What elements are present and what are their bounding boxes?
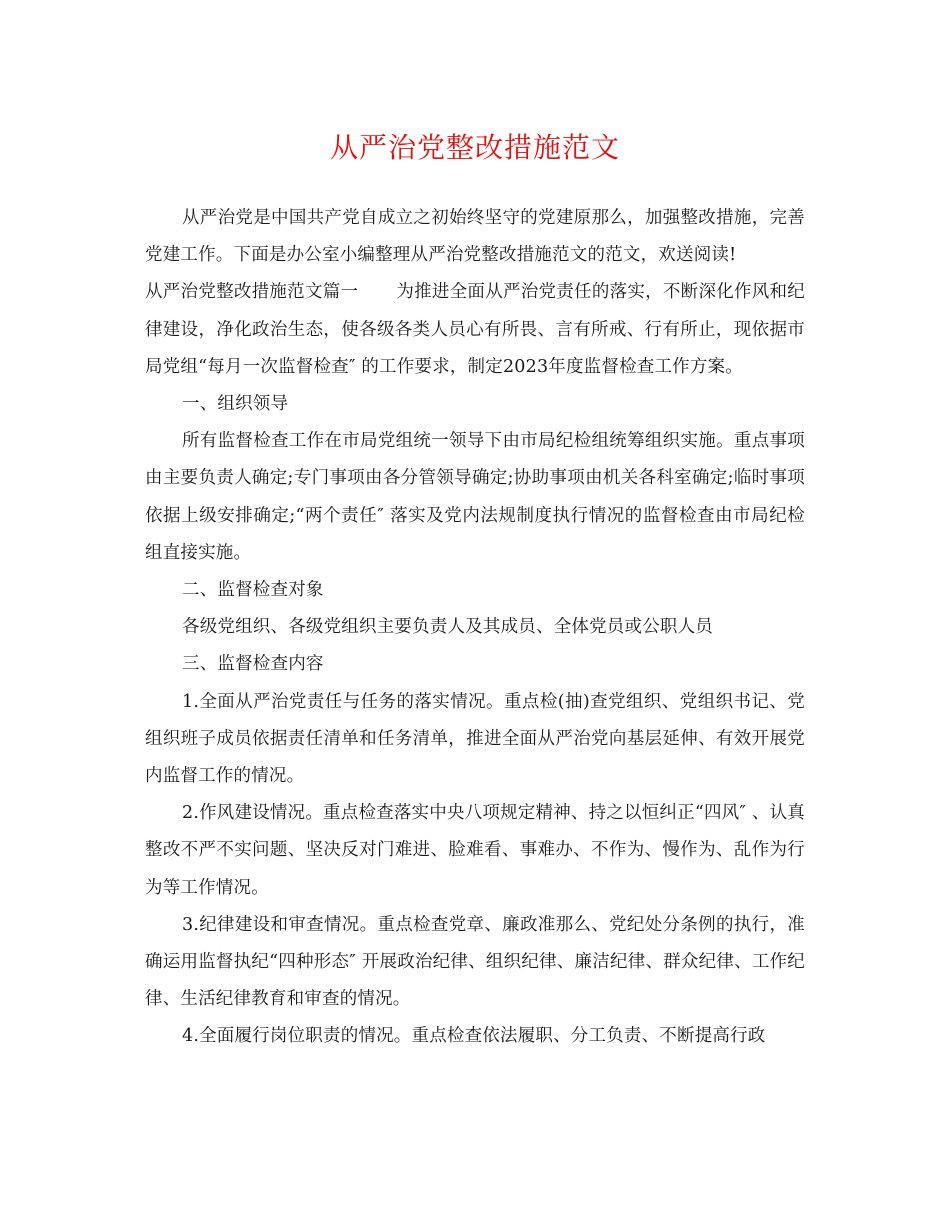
heading-organization: 一、组织领导	[182, 394, 289, 415]
list-item-1: 1.全面从严治党责任与任务的落实情况。重点检(抽)查党组织、党组织书记、党组织班子成员依据责任清单和任务清单，推进全面从严治党向基层延伸、有效开展党内监督工作的情况。	[145, 691, 805, 787]
list-item-3: 3.纪律建设和审查情况。重点检查党章、廉政准那么、党纪处分条例的执行，准确运用监督执纪“四种形态″ 开展政治纪律、组织纪律、廉洁纪律、群众纪律、工作纪律、生活纪律教育和审查的情况。	[145, 914, 805, 1010]
paragraph-targets: 各级党组织、各级党组织主要负责人及其成员、全体党员或公职人员	[182, 617, 713, 638]
heading-targets: 二、监督检查对象	[182, 580, 324, 601]
section-paragraph-1	[145, 274, 805, 386]
intro-paragraph: 从严治党是中国共产党自成立之初始终坚守的党建原那么，加强整改措施，完善党建工作。下面是办公室小编整理从严治党整改措施范文的范文，欢送阅读!	[145, 208, 805, 266]
heading-content: 三、监督检查内容	[182, 654, 324, 675]
paragraph-organization: 所有监督检查工作在市局党组统一领导下由市局纪检组统筹组织实施。重点事项由主要负责人确定;专门事项由各分管领导确定;协助事项由机关各科室确定;临时事项依据上级安排确定;“两个责任″ 落实及党内法规制度执行情况的监督检查由市局纪检组直接实施。	[145, 431, 805, 563]
document-body	[145, 200, 805, 1056]
section-heading: 从严治党整改措施范文篇一	[145, 282, 359, 303]
list-item-4: 4.全面履行岗位职责的情况。重点检查依法履职、分工负责、不断提高行政	[182, 1026, 766, 1047]
document-title: 从严治党整改措施范文	[329, 131, 620, 164]
section-paragraph-text: 为推进全面从严治党责任的落实，不断深化作风和纪律建设，净化政治生态，使各级各类人员心有所畏、言有所戒、行有所止，现依据市局党组“每月一次监督检查″ 的工作要求，制定2023年度监督检查工作方案。	[145, 282, 805, 377]
list-item-2: 2.作风建设情况。重点检查落实中央八项规定精神、持之以恒纠正“四风″ 、认真整改不严不实问题、坚决反对门难进、脸难看、事难办、不作为、慢作为、乱作为行为等工作情况。	[145, 803, 805, 898]
